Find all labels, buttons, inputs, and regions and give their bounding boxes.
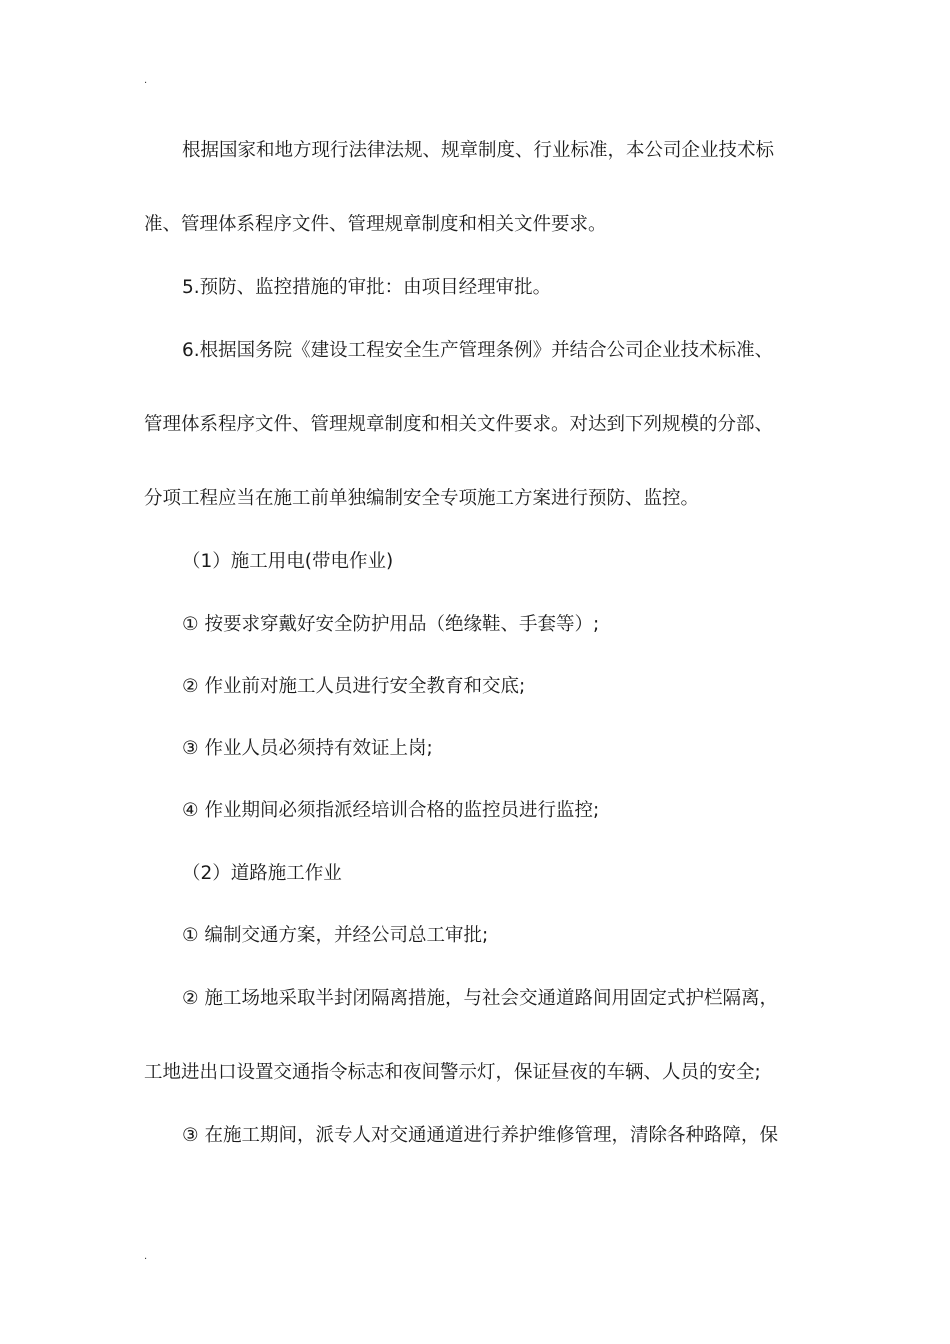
list-item: ④ 作业期间必须指派经培训合格的监控员进行监控; <box>182 800 600 821</box>
paragraph-line-6: 分项工程应当在施工前单独编制安全专项施工方案进行预防、监控。 <box>144 488 700 509</box>
list-item: ③ 在施工期间，派专人对交通通道进行养护维修管理，清除各种路障，保 <box>182 1125 778 1146</box>
list-item: ① 编制交通方案，并经公司总工审批; <box>182 925 489 946</box>
paragraph-line-5: 管理体系程序文件、管理规章制度和相关文件要求。对达到下列规模的分部、 <box>144 414 774 435</box>
list-item: ① 按要求穿戴好安全防护用品（绝缘鞋、手套等）; <box>182 614 600 635</box>
header-dot: . <box>144 75 148 86</box>
section-heading-1: （1）施工用电(带电作业) <box>182 551 394 572</box>
list-item: ② 作业前对施工人员进行安全教育和交底; <box>182 676 526 697</box>
paragraph-line-2: 准、管理体系程序文件、管理规章制度和相关文件要求。 <box>144 214 607 235</box>
section-heading-2: （2）道路施工作业 <box>182 863 342 884</box>
paragraph-line-3: 5.预防、监控措施的审批：由项目经理审批。 <box>182 277 552 298</box>
footer-dot: . <box>144 1251 148 1262</box>
paragraph-line-4: 6.根据国务院《建设工程安全生产管理条例》并结合公司企业技术标准、 <box>182 340 774 361</box>
paragraph-line-1: 根据国家和地方现行法律法规、规章制度、行业标准，本公司企业技术标 <box>182 140 775 161</box>
paragraph-line-continued: 工地进出口设置交通指令标志和夜间警示灯，保证昼夜的车辆、人员的安全; <box>144 1062 761 1083</box>
list-item: ③ 作业人员必须持有效证上岗; <box>182 738 433 759</box>
list-item: ② 施工场地采取半封闭隔离措施，与社会交通道路间用固定式护栏隔离， <box>182 988 778 1009</box>
